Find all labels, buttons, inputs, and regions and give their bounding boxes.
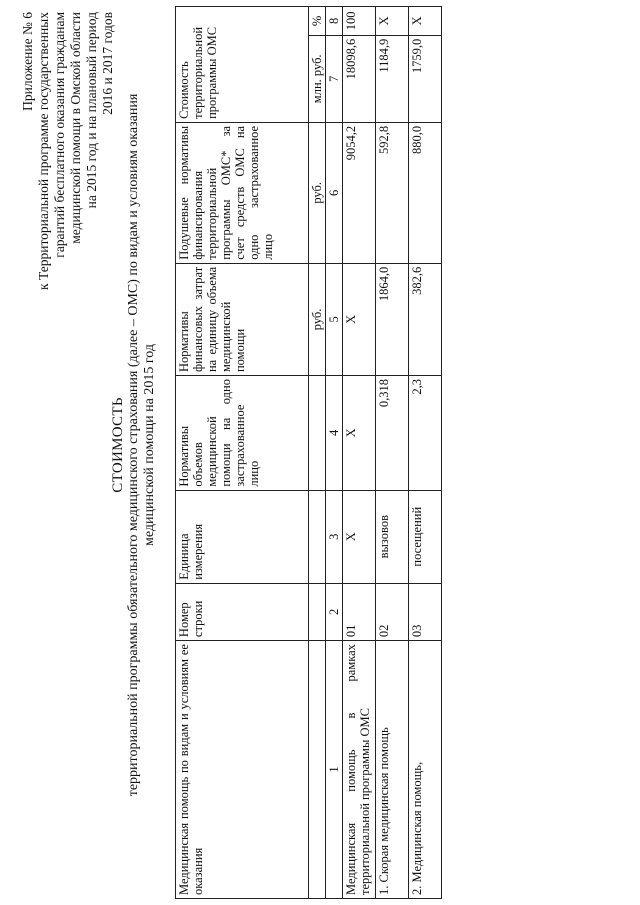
header-cell: Нормативы финансовых затрат на единицу объема медицинской помощи: [176, 263, 309, 375]
row-number: 03: [409, 583, 442, 640]
row-unit: Х: [343, 490, 376, 583]
row-per-capita: 9054,2: [343, 122, 376, 263]
row-mln: 1184,9: [376, 35, 409, 122]
row-pct: 100: [343, 7, 376, 36]
appendix-line: Приложение № 6: [20, 12, 35, 111]
row-name: 1. Скорая медицинская помощь: [376, 641, 409, 899]
header-cell: Подушевые нормативы финансирования территориальной программы ОМС* за счет средств ОМС на одно застрахованное лицо: [176, 122, 309, 263]
units-cell: [309, 376, 326, 491]
column-number: 8: [326, 7, 343, 36]
units-cell: [309, 583, 326, 640]
header-cell: Медицинская помощь по видам и условиям ее оказания: [176, 641, 309, 899]
document-title: [110, 5, 158, 885]
row-pct: Х: [409, 7, 442, 36]
table-row: [376, 7, 409, 899]
appendix-line: гарантий бесплатного оказания гражданам: [52, 12, 67, 258]
column-number: 5: [326, 263, 343, 375]
table-row: [343, 7, 376, 899]
title-line: медицинской помощи на 2015 год: [142, 344, 157, 546]
cost-table: [175, 6, 442, 899]
column-number: 4: [326, 376, 343, 491]
appendix-line: 2016 и 2017 годов: [100, 12, 115, 115]
row-unit: посещений: [409, 490, 442, 583]
header-cell: Нормативы объемов медицинской помощи на одно застрахованное лицо: [176, 376, 309, 491]
appendix-line: на 2015 год и на плановый период: [84, 12, 99, 209]
row-number: 02: [376, 583, 409, 640]
units-row: [309, 7, 326, 899]
row-per-capita: 592,8: [376, 122, 409, 263]
column-numbers-row: [326, 7, 343, 899]
title-line: территориальной программы обязательного медицинского страхования (далее – ОМС) по видам и условиям оказания: [126, 93, 141, 797]
units-cell: [309, 490, 326, 583]
column-number: 7: [326, 35, 343, 122]
table-row: [409, 7, 442, 899]
header-cell: Стоимость территориальной программы ОМС: [176, 7, 309, 123]
units-cell: руб.: [309, 263, 326, 375]
header-cell: Номер строки: [176, 583, 309, 640]
units-cell: %: [309, 7, 326, 36]
row-mln: 1759,0: [409, 35, 442, 122]
appendix-line: медицинской помощи в Омской области: [68, 12, 83, 244]
column-number: 6: [326, 122, 343, 263]
row-cost-unit: Х: [343, 263, 376, 375]
row-volume: 2,3: [409, 376, 442, 491]
header-cell: Единица измерения: [176, 490, 309, 583]
row-number: 01: [343, 583, 376, 640]
appendix-line: к Территориальной программе государственных: [36, 12, 51, 290]
row-cost-unit: 1864,0: [376, 263, 409, 375]
units-cell: млн. руб.: [309, 35, 326, 122]
units-cell: руб.: [309, 122, 326, 263]
column-number: 2: [326, 583, 343, 640]
row-volume: 0,318: [376, 376, 409, 491]
row-per-capita: 880,0: [409, 122, 442, 263]
units-cell: [309, 641, 326, 899]
row-name: Медицинская помощь в рамках территориальной программы ОМС: [343, 641, 376, 899]
title-heading: СТОИМОСТЬ: [110, 397, 126, 493]
row-mln: 18098,6: [343, 35, 376, 122]
row-unit: вызовов: [376, 490, 409, 583]
row-cost-unit: 382,6: [409, 263, 442, 375]
header-row: [176, 7, 309, 899]
column-number: 1: [326, 641, 343, 899]
row-volume: Х: [343, 376, 376, 491]
row-pct: Х: [376, 7, 409, 36]
row-name: 2. Медицинская помощь,: [409, 641, 442, 899]
appendix-block: [20, 12, 116, 442]
column-number: 3: [326, 490, 343, 583]
